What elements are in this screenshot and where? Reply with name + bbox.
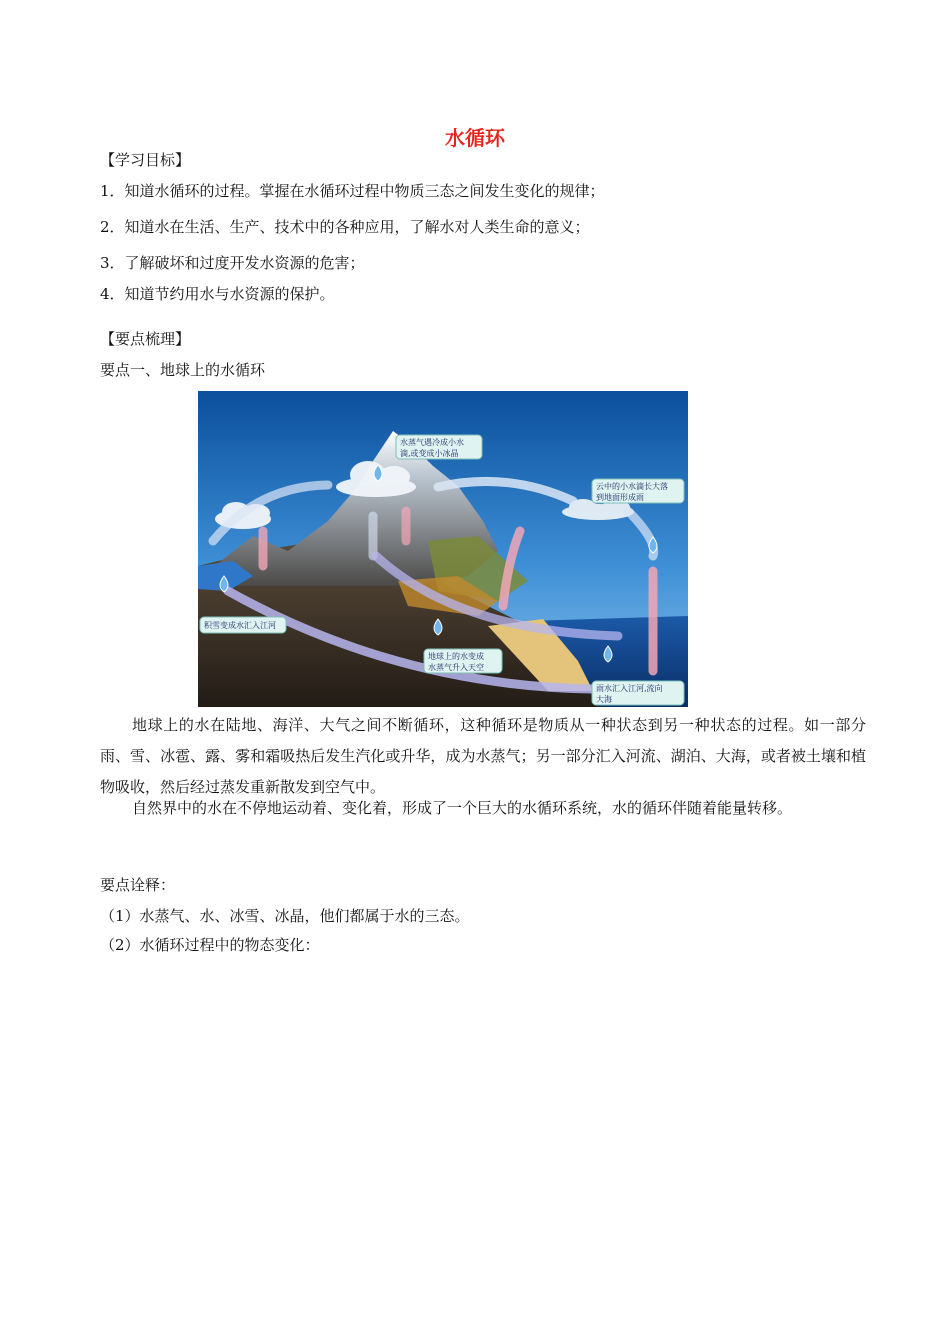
objectives-heading: 【学习目标】 (100, 151, 191, 169)
explanation-item-2: （2）水循环过程中的物态变化： (100, 936, 320, 954)
objective-item-2: 2．知道水在生活、生产、技术中的各种应用，了解水对人类生命的意义； (100, 218, 590, 236)
label-rain (592, 479, 684, 503)
body-paragraph-2: 自然界中的水在不停地运动着、变化着，形成了一个巨大的水循环系统，水的循环伴随着能量转移。 (132, 799, 793, 817)
label-condense-line1: 水蒸气遇冷成小水 (400, 438, 464, 447)
explanation-item-1: （1）水蒸气、水、冰雪、冰晶，他们都属于水的三态。 (100, 907, 470, 925)
body-paragraph-1: 地球上的水在陆地、海洋、大气之间不断循环，这种循环是物质从一种状态到另一种状态的过程。如一部分雨、雪、冰雹、露、雾和霜吸热后发生汽化或升华，成为水蒸气；另一部分汇入河流、湖泊、大海，或者被土壤和植物吸收，然后经过蒸发重新散发到空气中。 (100, 716, 866, 796)
label-rain-line2: 到地面形成雨 (596, 493, 644, 502)
keypoint-1-title: 要点一、地球上的水循环 (100, 361, 266, 379)
label-runoff-line1: 雨水汇入江河,流向 (596, 684, 663, 693)
page-title: 水循环 (445, 126, 505, 150)
explanation-heading: 要点诠释： (100, 876, 176, 894)
label-snowmelt (200, 617, 286, 633)
water-cycle-illustration (198, 391, 688, 707)
label-evaporate (424, 649, 502, 673)
label-runoff (592, 681, 684, 705)
label-rain-line1: 云中的小水滴长大落 (596, 482, 668, 491)
label-runoff-line2: 大海 (596, 695, 612, 704)
keypoints-heading: 【要点梳理】 (100, 330, 191, 348)
label-condense (396, 435, 482, 459)
label-evaporate-line1: 地球上的水变成 (428, 652, 484, 661)
label-condense-line2: 滴,或变成小冰晶 (400, 449, 459, 458)
objective-item-3: 3．了解破坏和过度开发水资源的危害； (100, 254, 365, 272)
objective-item-1: 1．知道水循环的过程。掌握在水循环过程中物质三态之间发生变化的规律； (100, 182, 605, 200)
label-evaporate-line2: 水蒸气升入天空 (428, 663, 484, 672)
objective-item-4: 4．知道节约用水与水资源的保护。 (100, 285, 335, 303)
water-cycle-figure (198, 391, 688, 707)
label-snowmelt-text: 积雪变成水汇入江河 (204, 621, 276, 630)
